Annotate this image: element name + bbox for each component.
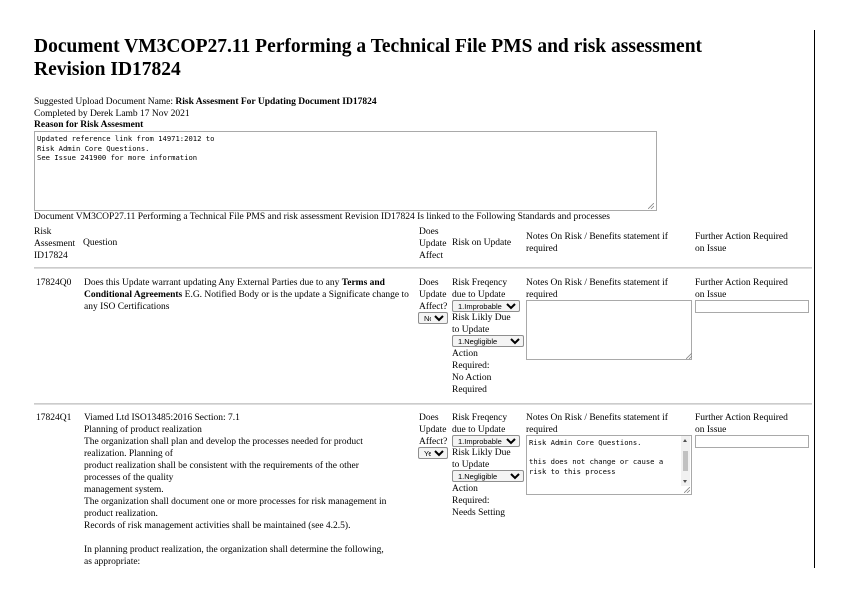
affect-label [419,277,447,313]
header-question: Question [83,238,118,248]
scroll-down-icon[interactable] [683,480,687,483]
notes-label-line-2: required [526,290,558,300]
risk-likely-select[interactable] [452,470,524,482]
action-label-line-1: Action [452,484,478,494]
title-line-2: Revision ID17824 [34,59,181,80]
page-edge-line [814,30,815,568]
further-action-input[interactable] [695,300,809,313]
header-affect-line-2: Update [419,239,447,249]
row-divider [34,403,812,405]
affect-select[interactable] [418,312,448,324]
scroll-thumb[interactable] [683,451,688,471]
affect-label-line-3: Affect? [419,437,448,447]
action-label-line-1: Action [452,349,478,359]
question-line: The organization shall plan and develop the processes needed for product [84,437,363,447]
risk-frequency-label [452,412,507,436]
risk-likely-label-line-2: to Update [452,460,490,470]
notes-textarea[interactable] [526,300,692,360]
scroll-up-icon[interactable] [683,439,687,442]
further-label [695,412,788,436]
header-notes-line-1: Notes On Risk / Benefits statement if [526,232,668,242]
header-notes-line-2: required [526,244,558,254]
notes-label-line-2: required [526,425,558,435]
suggested-name-line [34,96,734,108]
further-label-line-2: on Issue [695,425,727,435]
affect-label-line-2: Update [419,425,447,435]
header-id-line-3: ID17824 [34,251,68,261]
affect-label-line-3: Affect? [419,302,448,312]
further-label-line-2: on Issue [695,290,727,300]
suggested-name-label: Suggested Upload Document Name: [34,97,176,107]
question-line: realization. Planning of [84,449,173,459]
completed-by: Completed by Derek Lamb 17 Nov 2021 [34,108,190,119]
risk-frequency-select[interactable] [452,435,520,447]
risk-likely-label [452,312,511,336]
header-id [34,226,75,262]
header-further [695,231,788,255]
header-id-line-1: Risk [34,227,52,237]
further-label [695,277,788,301]
suggested-name-value: Risk Assesment For Updating Document ID17824 [175,97,377,107]
notes-scrollbar[interactable] [681,436,690,486]
question-line: product realization. [84,509,158,519]
risk-frequency-label [452,277,507,301]
risk-frequency-label-line-1: Risk Freqency [452,278,508,288]
question-line: In planning product realization, the organization shall determine the following, [84,545,384,555]
row-id: 17824Q1 [36,413,72,423]
resize-grip-icon[interactable] [684,487,690,493]
risk-likely-label [452,447,511,471]
action-value-line-1: Needs Setting [452,508,506,518]
header-affect-line-1: Does [419,227,439,237]
risk-likely-label-line-2: to Update [452,325,490,335]
question-bold-text: Terms and Conditional Agreements [84,278,385,300]
linked-standards-text: Document VM3COP27.11 Performing a Technical File PMS and risk assessment Revision ID17824 Is linked to the Following Standards and processes [34,212,610,222]
resize-grip-icon[interactable] [686,353,692,359]
question-line-blank [84,532,419,544]
risk-frequency-select[interactable] [452,300,520,312]
risk-likely-select[interactable] [452,335,524,347]
notes-label [526,277,668,301]
header-affect [419,226,446,262]
affect-label-line-2: Update [419,290,447,300]
header-further-line-1: Further Action Required [695,232,788,242]
risk-frequency-label-line-2: due to Update [452,290,506,300]
further-action-input[interactable] [695,435,809,448]
row-id: 17824Q0 [36,278,72,288]
reason-textarea[interactable] [34,131,657,211]
document-meta [34,96,734,131]
risk-frequency-label-line-2: due to Update [452,425,506,435]
title-line-1: Document VM3COP27.11 Performing a Technical File PMS and risk assessment [34,36,703,57]
reason-label-text: Reason for Risk Assesment [34,120,144,130]
action-required [452,483,505,519]
resize-grip-icon[interactable] [648,203,654,209]
action-label-line-2: Required: [452,496,490,506]
affect-label-line-1: Does [419,413,439,423]
header-further-line-2: on Issue [695,244,727,254]
risk-likely-label-line-1: Risk Likly Due [452,313,511,323]
question-line: processes of the quality [84,473,174,483]
question-line: The organization shall document one or more processes for risk management in [84,497,387,507]
affect-label-line-1: Does [419,278,439,288]
question-text-post: E.G. Notified Body or is the update a Significate change to any ISO Certifications [84,290,409,312]
affect-select[interactable] [418,447,448,459]
row-question [84,412,419,568]
question-line: management system. [84,485,164,495]
action-label-line-2: Required: [452,361,490,371]
question-line: Viamed Ltd ISO13485:2016 Section: 7.1 [84,413,240,423]
further-label-line-1: Further Action Required [695,413,788,423]
notes-label-line-1: Notes On Risk / Benefits statement if [526,413,668,423]
header-notes [526,231,668,255]
affect-label [419,412,447,448]
risk-frequency-label-line-1: Risk Freqency [452,413,508,423]
action-value-line-1: No Action [452,373,492,383]
action-value-line-2: Required [452,385,487,395]
header-affect-line-3: Affect [419,251,444,261]
action-required [452,348,491,396]
risk-likely-label-line-1: Risk Likly Due [452,448,511,458]
row-divider [34,267,812,269]
row-question [84,277,416,313]
header-risk: Risk on Update [452,238,512,248]
question-line: Planning of product realization [84,425,202,435]
further-label-line-1: Further Action Required [695,278,788,288]
notes-label [526,412,668,436]
question-text: Does this Update warrant updating Any External Parties due to any [84,278,342,288]
page-title [34,35,794,81]
reason-label [34,119,734,131]
question-line: as appropriate: [84,557,141,567]
notes-label-line-1: Notes On Risk / Benefits statement if [526,278,668,288]
question-line: Records of risk management activities shall be maintained (see 4.2.5). [84,521,351,531]
question-line: product realization shall be consistent with the requirements of the other [84,461,359,471]
notes-textarea[interactable] [526,435,692,495]
header-id-line-2: Assesment [34,239,76,249]
